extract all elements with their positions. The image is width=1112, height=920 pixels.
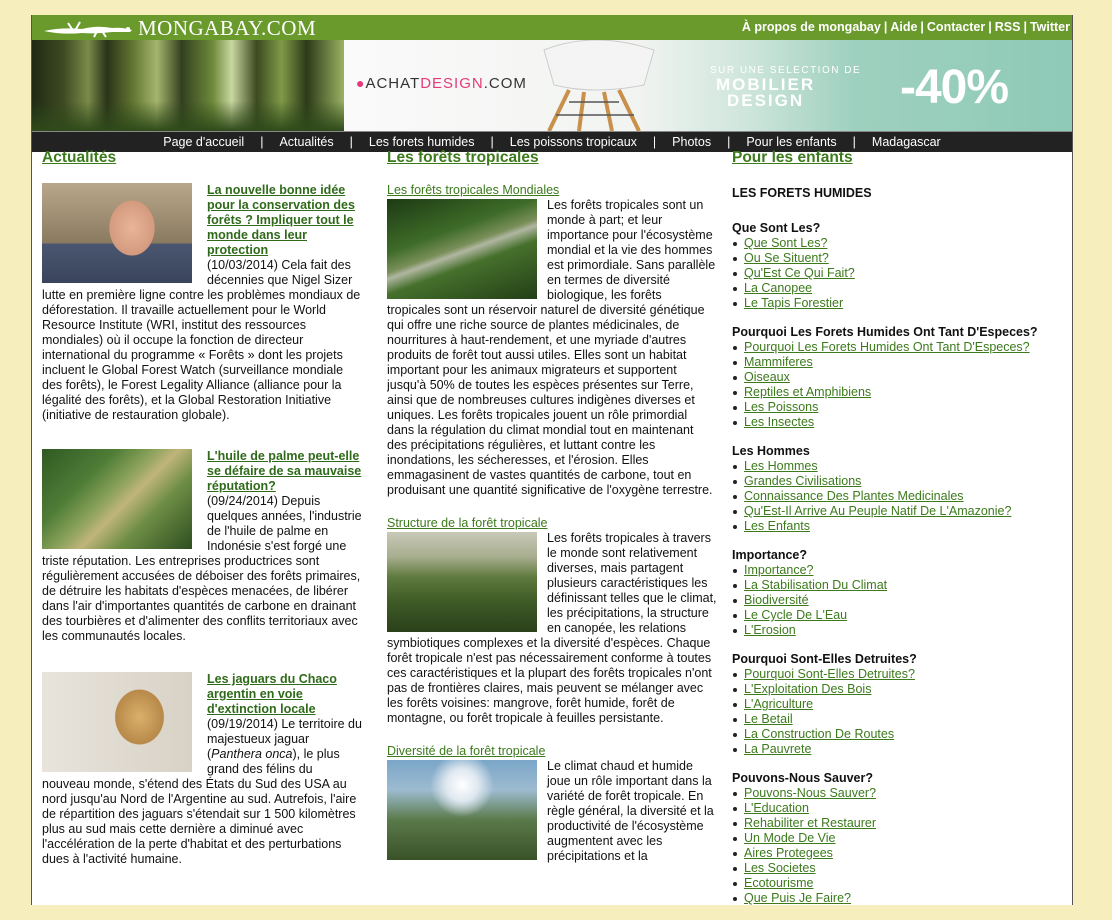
kids-link[interactable]: Importance? [744, 563, 814, 577]
kids-link[interactable]: Ou Se Situent? [744, 251, 829, 265]
section-text: Le climat chaud et humide joue un rôle important dans la variété de forêt tropicale. En règle général, la diversité et la productivité de l'écosystème augmentent avec les précipitations et la [547, 759, 714, 863]
about-link[interactable]: À propos de mongabay [741, 20, 881, 34]
kids-link[interactable]: Qu'Est-Il Arrive Au Peuple Natif De L'Amazonie? [744, 504, 1012, 518]
kids-link[interactable]: Oiseaux [744, 370, 790, 384]
kids-link[interactable]: Les Enfants [744, 519, 811, 533]
list-item [732, 816, 1062, 831]
contact-link[interactable]: Contacter [926, 20, 986, 34]
rainforest-section [387, 516, 717, 726]
kids-link[interactable]: Aires Protegees [744, 846, 833, 860]
article-text-b: ), le plus grand des félins du nouveau monde, s'étend des États du Sud des USA au nord jusqu'au Nord de l'Argentine au sud. Autrefois, l'aire de répartition des jaguars s'étendait sur 1 500 kilomètres plus au sud mais cette dernière a diminué avec l'accélération de la perte d'habitat et des perturbations dues à l'activité humaine. [42, 747, 357, 866]
article-text-a: (09/19/2014) Le territoire du majestueux jaguar ( [207, 717, 362, 761]
kids-link[interactable]: Les Societes [744, 861, 816, 875]
article-text: (09/24/2014) Depuis quelques années, l'industrie de l'huile de palme en Indonésie s'est forgé une triste réputation. Les entreprises productrices sont régulièrement accusées de déboiser des forêts primaires, de détruire les habitats d'espèces menacées, de libérer dans l'air d'importantes quantités de carbone en drainant des tourbières et d'alimenter des conflits territoriaux avec les communautés locales. [42, 494, 362, 643]
list-item [732, 519, 1062, 534]
list-item [732, 251, 1062, 266]
list-item [732, 489, 1062, 504]
kids-link[interactable]: Pourquoi Les Forets Humides Ont Tant D'Especes? [744, 340, 1030, 354]
nav-home[interactable]: Page d'accueil [163, 135, 245, 149]
link-group-title: Que Sont Les? [732, 221, 821, 235]
section-text: Les forêts tropicales à travers le monde sont relativement diverses, mais partagent plusieurs caractéristiques les définissant telles que le climat, les précipitations, la structure en canopée, les relations symbiotiques complexes et la diversité d'espèces. Chaque forêt tropicale n'est pas nécessairement conforme à toutes ces caractéristiques et la plupart des forêts tropicales n'ont pas de frontières claires, mais peuvent se mélanger avec les forêts voisines: mangrove, forêt humide, forêt de montagne, ou forêt tropicale à feuilles persistante. [387, 531, 717, 725]
news-heading[interactable]: Actualités [42, 149, 117, 166]
ad-headline: MOBILIER DESIGN [716, 75, 816, 110]
list-item [732, 370, 1062, 385]
section-title[interactable]: Structure de la forêt tropicale [387, 516, 548, 530]
section-title[interactable]: Diversité de la forêt tropicale [387, 744, 546, 758]
link-group [732, 548, 1062, 638]
site-name: MONGABAY.COM [138, 16, 317, 40]
nav-kids[interactable]: Pour les enfants [746, 135, 837, 149]
kids-link[interactable]: L'Exploitation Des Bois [744, 682, 872, 696]
link-group-title: Pouvons-Nous Sauver? [732, 771, 873, 785]
news-article [42, 449, 364, 644]
ad-brand: ●ACHATDESIGN.COM [356, 75, 527, 92]
twitter-link[interactable]: Twitter [1029, 20, 1070, 34]
kids-link[interactable]: Les Poissons [744, 400, 819, 414]
list-item [732, 578, 1062, 593]
list-item [732, 593, 1062, 608]
kids-link[interactable]: Les Insectes [744, 415, 815, 429]
kids-link[interactable]: Grandes Civilisations [744, 474, 862, 488]
kids-link[interactable]: L'Erosion [744, 623, 796, 637]
article-title[interactable]: L'huile de palme peut-elle se défaire de sa mauvaise réputation? [207, 449, 362, 493]
link-list [732, 667, 1062, 757]
site-logo[interactable] [42, 16, 316, 41]
lizard-icon [42, 19, 134, 39]
list-item [732, 474, 1062, 489]
ad-discount: -40% [900, 61, 1009, 114]
link-group-title: Pourquoi Les Forets Humides Ont Tant D'Especes? [732, 325, 1038, 339]
kids-link[interactable]: Pouvons-Nous Sauver? [744, 786, 877, 800]
link-group [732, 652, 1062, 757]
nav-fish[interactable]: Les poissons tropicaux [509, 135, 637, 149]
kids-link[interactable]: La Pauvrete [744, 742, 812, 756]
kids-link[interactable]: Mammiferes [744, 355, 813, 369]
help-link[interactable]: Aide [890, 20, 918, 34]
link-group [732, 771, 1062, 906]
list-item [732, 266, 1062, 281]
rss-link[interactable]: RSS [994, 20, 1021, 34]
list-item [732, 667, 1062, 682]
link-list [732, 236, 1062, 311]
news-article [42, 672, 364, 867]
news-column [42, 149, 364, 889]
nav-rainforests[interactable]: Les forets humides [368, 135, 475, 149]
list-item [732, 861, 1062, 876]
top-bar [32, 15, 1072, 40]
list-item [732, 236, 1062, 251]
link-list [732, 786, 1062, 906]
list-item [732, 742, 1062, 757]
section-photo[interactable] [387, 532, 537, 632]
list-item [732, 504, 1062, 519]
kids-link[interactable]: Pourquoi Sont-Elles Detruites? [744, 667, 915, 681]
kids-link[interactable]: L'Education [744, 801, 809, 815]
kids-link[interactable]: Biodiversité [744, 593, 809, 607]
kids-link[interactable]: Ecotourisme [744, 876, 814, 890]
list-item [732, 281, 1062, 296]
list-item [732, 801, 1062, 816]
page [31, 15, 1073, 905]
nav-photos[interactable]: Photos [672, 135, 712, 149]
kids-link[interactable]: Qu'Est Ce Qui Fait? [744, 266, 855, 280]
link-group [732, 221, 1062, 311]
list-item [732, 623, 1062, 638]
kids-subheading: LES FORETS HUMIDES [732, 186, 872, 200]
kids-link[interactable]: L'Agriculture [744, 697, 814, 711]
list-item [732, 786, 1062, 801]
kids-heading[interactable]: Pour les enfants [732, 149, 853, 166]
kids-link[interactable]: Reptiles et Amphibiens [744, 385, 872, 399]
article-text: (10/03/2014) Cela fait des décennies que Nigel Sizer lutte en première ligne contre les problèmes mondiaux de déforestation. Il travaille actuellement pour le World Resource Institute (WRI, institut des ressources mondiales) où il occupe la fonction de directeur international du programme « Forêts » dont les projets incluent le Global Forest Watch (surveillance mondiale des forêts), le Forest Legality Alliance (alliance pour la légalité des forêts), et la Global Restoration Initiative (initiative de restauration globale). [42, 258, 361, 422]
link-group-title: Pourquoi Sont-Elles Detruites? [732, 652, 917, 666]
top-links: À propos de mongabay | Aide | Contacter | RSS | Twitter [741, 20, 1070, 34]
article-photo[interactable] [42, 183, 192, 283]
ad-subline: SUR UNE SELECTION DE [710, 65, 862, 76]
list-item [732, 296, 1062, 311]
rainforest-heading[interactable]: Les forêts tropicales [387, 149, 539, 166]
list-item [732, 876, 1062, 891]
list-item [732, 891, 1062, 906]
species-name: Panthera onca [211, 747, 293, 761]
link-group-title: Importance? [732, 548, 808, 562]
kids-column [732, 149, 1062, 920]
list-item [732, 415, 1062, 430]
kids-link[interactable]: Rehabiliter et Restaurer [744, 816, 877, 830]
list-item [732, 340, 1062, 355]
list-item [732, 831, 1062, 846]
kids-link[interactable]: La Construction De Routes [744, 727, 895, 741]
rainforest-section [387, 183, 717, 498]
kids-link[interactable]: Le Tapis Forestier [744, 296, 844, 310]
section-title[interactable]: Les forêts tropicales Mondiales [387, 183, 560, 197]
article-title[interactable]: La nouvelle bonne idée pour la conservation des forêts ? Impliquer tout le monde dans leur protection [207, 183, 355, 257]
advertisement-banner[interactable] [344, 40, 1072, 131]
kids-link[interactable]: Que Puis Je Faire? [744, 891, 851, 905]
nav-madagascar[interactable]: Madagascar [871, 135, 941, 149]
kids-link[interactable]: Le Betail [744, 712, 793, 726]
kids-link[interactable]: Les Hommes [744, 459, 818, 473]
link-list [732, 563, 1062, 638]
main-nav: Page d'accueil | Actualités | Les forets humides | Les poissons tropicaux | Photos | Pour les enfants | Madagascar [32, 131, 1072, 152]
article-photo[interactable] [42, 672, 192, 772]
link-list [732, 459, 1062, 534]
list-item [732, 355, 1062, 370]
list-item [732, 459, 1062, 474]
section-photo[interactable] [387, 199, 537, 299]
kids-link[interactable]: Le Cycle De L'Eau [744, 608, 848, 622]
article-title[interactable]: Les jaguars du Chaco argentin en voie d'extinction locale [207, 672, 337, 716]
link-group [732, 444, 1062, 534]
header-banner [32, 40, 1072, 131]
nav-news[interactable]: Actualités [279, 135, 334, 149]
rainforest-column [387, 149, 717, 882]
list-item [732, 712, 1062, 727]
link-group-title: Les Hommes [732, 444, 810, 458]
list-item [732, 697, 1062, 712]
kids-link[interactable]: La Stabilisation Du Climat [744, 578, 888, 592]
chair-icon [524, 40, 674, 131]
news-article [42, 183, 364, 423]
rainforest-section [387, 744, 717, 864]
list-item [732, 727, 1062, 742]
list-item [732, 846, 1062, 861]
forest-banner-image [32, 40, 344, 131]
kids-link[interactable]: La Canopee [744, 281, 813, 295]
link-group [732, 325, 1062, 430]
kids-link[interactable]: Un Mode De Vie [744, 831, 836, 845]
list-item [732, 682, 1062, 697]
section-photo[interactable] [387, 760, 537, 860]
list-item [732, 400, 1062, 415]
list-item [732, 608, 1062, 623]
kids-link[interactable]: Connaissance Des Plantes Medicinales [744, 489, 964, 503]
list-item [732, 563, 1062, 578]
list-item [732, 385, 1062, 400]
kids-link[interactable]: Que Sont Les? [744, 236, 828, 250]
article-photo[interactable] [42, 449, 192, 549]
link-list [732, 340, 1062, 430]
section-text: Les forêts tropicales sont un monde à part; et leur importance pour l'écosystème mondial et la vie des hommes est primordiale. Sans parallèle en termes de diversité biologique, les forêts tropicales sont un réservoir naturel de diversité génétique qui offre une riche source de plantes médicinales, de nourritures à haut-rendement, et une myriade d'autres produits de forêt tout aussi utiles. Elles sont un habitat important pour les animaux migrateurs et supportent jusqu'à 50% de toutes les espèces présentes sur Terre, ainsi que de nombreuses cultures indigènes diverses et uniques. Les forêts tropicales jouent un rôle primordial dans la régulation du climat mondial tout en maintenant des précipitations régulières, et luttant contre les inondations, les sécheresses, et l'érosion. Elles emmagasinent de vastes quantités de carbone, tout en produisant une quantité significative de l'oxygène terrestre. [387, 198, 716, 497]
